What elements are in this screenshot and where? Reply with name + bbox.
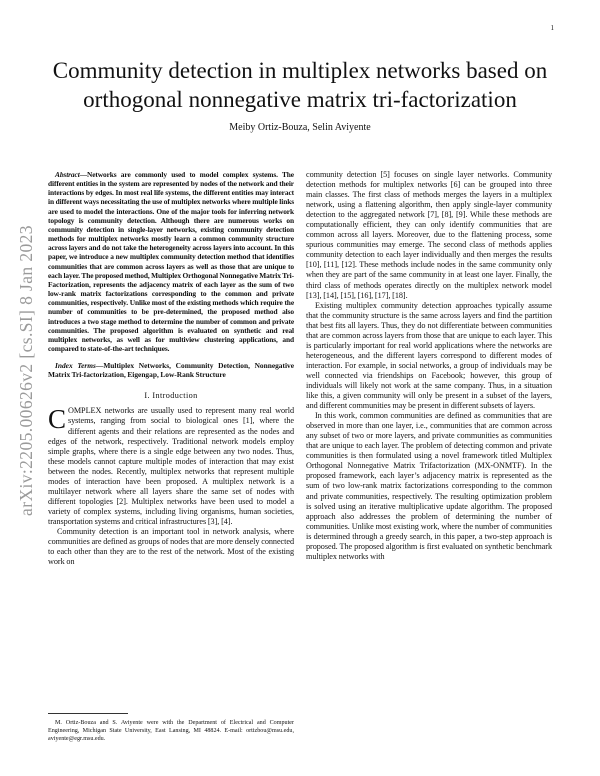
- arxiv-stamp-text: arXiv:2205.00626v2 [cs.SI] 8 Jan 2023: [15, 224, 36, 516]
- right-column: [306, 170, 552, 562]
- paper-title: Community detection in multiplex networks based on orthogonal nonnegative matrix tri-factorization: [52, 58, 548, 112]
- abstract: [48, 170, 294, 353]
- intro-paragraph-1-text: OMPLEX networks are usually used to represent many real world systems, ranging from social to biological ones [1], where the different agents and their relations are represented as the nodes and edges of the network, respectively. Traditional network models employ simple graphs, where there is a single edge between any two nodes. Thus, these models cannot capture multiple modes of interaction that may exist between the nodes. Recently, multiplex networks that represent multiple modes of interaction have been proposed. A multiplex network is a multilayer network where all layers share the same set of nodes with different topologies [2]. Multiplex networks have been used to model a variety of complex systems, including living organisms, human societies, transportation systems and critical infrastructures [3], [4].: [48, 406, 294, 526]
- left-column: [48, 170, 294, 567]
- abstract-label: Abstract: [55, 170, 80, 179]
- arxiv-stamp: [4, 170, 48, 570]
- intro-paragraph-1: [48, 406, 294, 527]
- index-terms-text: —Multiplex Networks, Community Detection, Nonnegative Matrix Tri-factorization, Eigengap, Low-Rank Structure: [48, 361, 294, 380]
- intro-paragraph-2: Community detection is an important tool in network analysis, where communities are defined as groups of nodes that are more densely connected to each other than they are to the rest of the network. Most of the existing work on: [48, 527, 294, 567]
- abstract-text: —Networks are commonly used to model complex systems. The different entities in the system are represented by nodes of the network and their interactions by edges. In most real life systems, the different entities may interact in different ways necessitating the use of multiplex networks where multiple links are used to model the interactions. One of the major tools for inferring network topology is community detection. Although there are numerous works on community detection in single-layer networks, existing community detection methods for multiplex networks mostly learn a common community structure across layers and do not take the heterogeneity across layers into account. In this paper, we introduce a new multiplex community detection method that identifies communities that are common across layers as well as those that are unique to each layer. The proposed method, Multiplex Orthogonal Nonnegative Matrix Tri-Factorization, represents the adjacency matrix of each layer as the sum of two low-rank matrix factorizations corresponding to the common and private communities, respectively. Unlike most of the existing methods which require the number of communities to be pre-determined, the proposed method also introduces a two stage method to determine the number of common and private communities. The proposed algorithm is evaluated on synthetic and real multiplex networks, as well as for multiview clustering applications, and compared to state-of-the-art techniques.: [48, 170, 294, 353]
- footnote: M. Ortiz-Bouza and S. Aviyente were with the Department of Electrical and Computer Engineering, Michigan State University, East Lansing, MI 48824. E-mail: ortizbou@msu.edu, aviyente@egr.msu.edu.: [48, 720, 294, 742]
- section-heading-introduction: I. Introduction: [144, 391, 198, 401]
- paper-authors: Meiby Ortiz-Bouza, Selin Aviyente: [229, 122, 371, 133]
- right-paragraph-3: In this work, common communities are defined as communities that are observed in more than one layer, i.e., communities that are common across any subset of two or more layers, and private communities as communities that are unique to each layer. The problem of detecting common and private communities is then formulated using a novel framework titled Multiplex Orthogonal Nonnegative Matrix Trifactorization (MX-ONMTF). In the proposed framework, each layer’s adjacency matrix is represented as the sum of two low-rank matrix factorizations corresponding to the common and private communities, respectively. The resulting optimization problem is solved using an iterative multiplicative update algorithm. The proposed approach also addresses the problem of determining the number of communities. Unlike most existing work, where the number of communities is determined through a greedy search, in this paper, a two-step approach is proposed. The proposed algorithm is first evaluated on synthetic benchmark multiplex networks with: [306, 411, 552, 561]
- drop-cap: C: [48, 404, 66, 435]
- right-paragraph-1: community detection [5] focuses on single layer networks. Community detection methods for multiplex networks [6] can be grouped into three main classes. The first class of methods merges the layers in a multiplex network, using a flattening algorithm, then apply single-layer community detection to the aggregated network [7], [8], [9]. While these methods are computationally efficient, they can only identify communities that are common across all layers. Moreover, due to the flattening process, some spurious communities may emerge. The second class of methods applies community detection to each layer individually and then merges the results [10], [11], [12]. These methods include nodes in the same community only when they are part of the same community in at least one layer. Finally, the third class of methods operates directly on the multiplex network model [13], [14], [15], [16], [17], [18].: [306, 170, 552, 300]
- index-terms-label: Index Terms: [55, 361, 96, 371]
- footnote-rule: [48, 713, 128, 714]
- index-terms: [48, 361, 294, 379]
- right-paragraph-2: Existing multiplex community detection approaches typically assume that the community structure is the same across layers and find the partition that best fits all layers. Thus, they do not differentiate between communities that are common across layers from those that are unique to each layer. This is particularly important for real world applications where the networks are heterogeneous, and the different layers correspond to different modes of interaction. For example, in social networks, a group of individuals may be well connected via friendships on Facebook; however, this group of individuals will likely not work at the same company. Thus, in a situation like this, a given community will only be present in a subset of the layers, and different communities may be present in different subsets of layers.: [306, 300, 552, 411]
- page-number: 1: [550, 24, 554, 32]
